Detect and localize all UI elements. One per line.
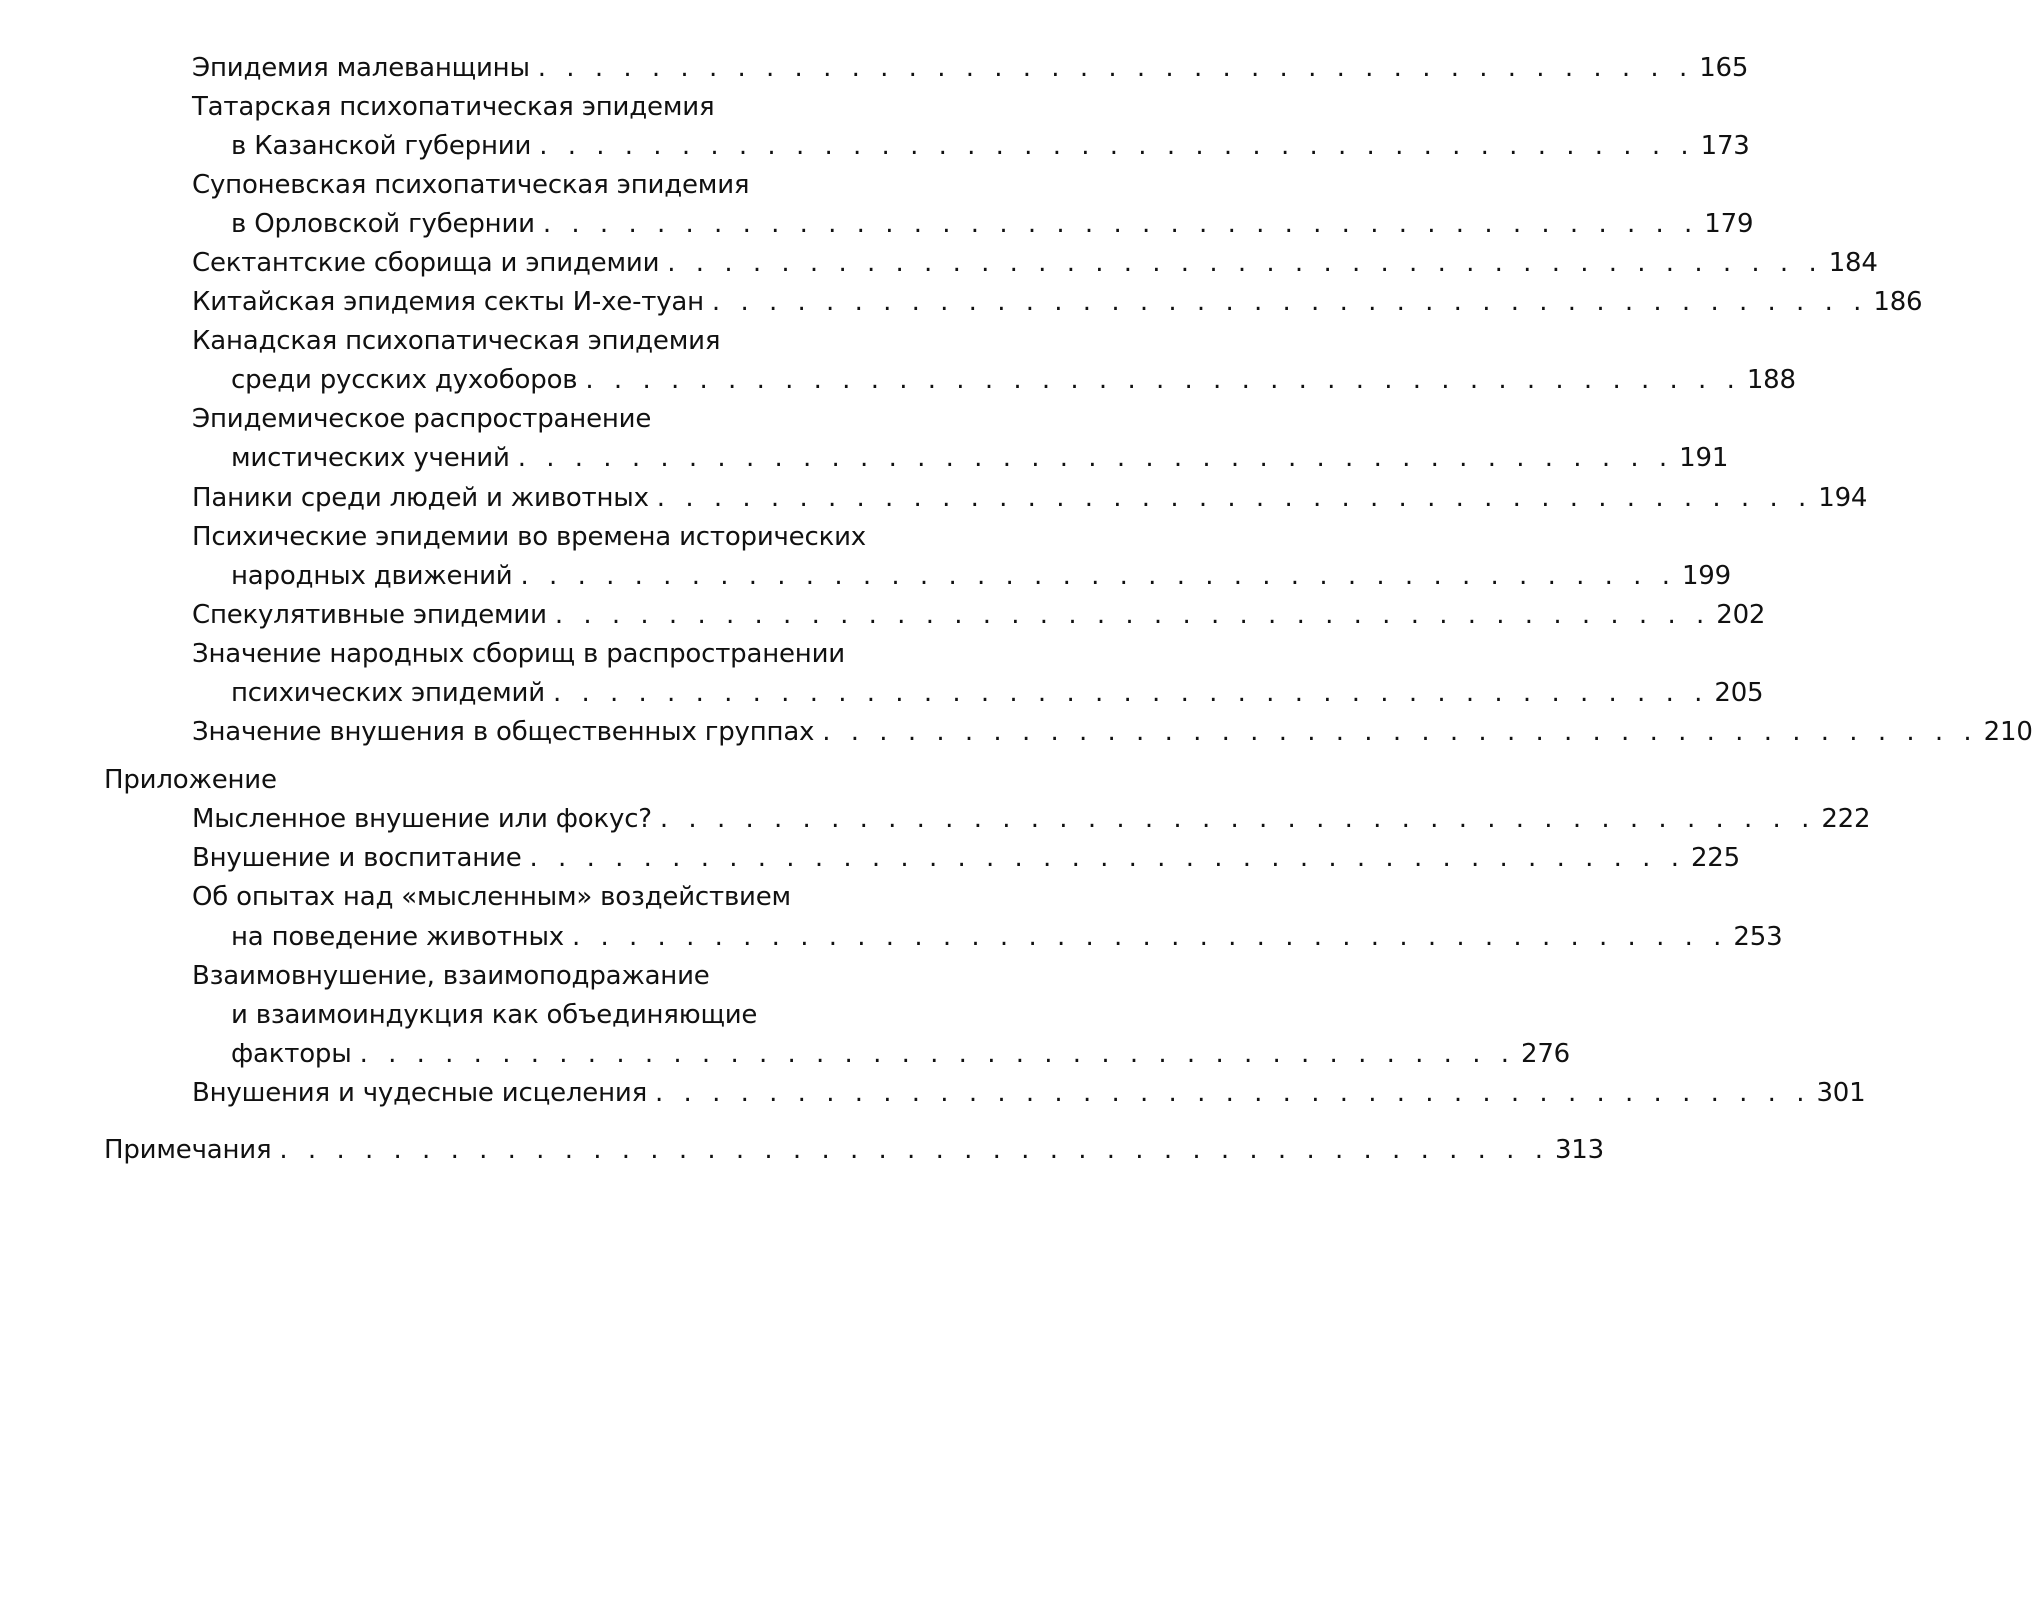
toc-entry-tatar-epidemic-line2 — [231, 127, 1750, 165]
toc-page-number: 184 — [1828, 248, 1878, 278]
toc-section-notes — [104, 1131, 1604, 1169]
toc-entry-tatar-epidemic-line1 — [192, 88, 958, 126]
toc-entry-canadian-epidemic-line1 — [192, 322, 958, 360]
toc-entry-title: Супоневская психопатическая эпидемия — [192, 170, 750, 200]
dot-leader: . . . . . . . . . . . . . . . . . . . . . . . . . . . . . . . . . . . . . . . . . — [517, 443, 1674, 473]
toc-entry-title: Психические эпидемии во времена исторических — [192, 522, 866, 552]
toc-entry-title: Значение народных сборищ в распространении — [192, 639, 846, 669]
dot-leader: . . . . . . . . . . . . . . . . . . . . . . . . . . . . . . . . . . . . . . . . . — [571, 922, 1728, 952]
dot-leader: . . . . . . . . . . . . . . . . . . . . . . . . . . . . . . . . . . . . . . . . . — [667, 248, 1823, 278]
toc-entry-suggestion-upbringing — [192, 839, 1740, 877]
dot-leader: . . . . . . . . . . . . . . . . . . . . . . . . . . . . . . . . . . . . . . . . . — [655, 1078, 1811, 1108]
toc-entry-speculative-epidemics — [192, 596, 1766, 634]
toc-entry-title: Об опытах над «мысленным» воздействием — [192, 882, 791, 912]
toc-entry-title: Значение внушения в общественных группах — [192, 717, 815, 747]
toc-entry-animal-experiments-line2 — [231, 918, 1783, 956]
toc-entry-historical-movements-line2 — [231, 557, 1731, 595]
toc-entry-title: мистических учений — [231, 443, 510, 473]
toc-entry-canadian-epidemic-line2 — [231, 361, 1796, 399]
toc-page-number: 253 — [1733, 922, 1783, 952]
toc-entry-miraculous-healings — [192, 1074, 1866, 1112]
dot-leader: . . . . . . . . . . . . . . . . . . . . . . . . . . . . . . . . . . . . . . . . . — [529, 843, 1685, 873]
toc-entry-title: Мысленное внушение или фокус? — [192, 804, 652, 834]
toc-entry-title: Внушение и воспитание — [192, 843, 522, 873]
toc-page-number: 199 — [1681, 561, 1731, 591]
toc-page-number: 313 — [1554, 1135, 1604, 1165]
toc-page-number: 173 — [1700, 131, 1750, 161]
toc-entry-panics — [192, 479, 1868, 517]
toc-entry-suponevo-epidemic-line2 — [231, 205, 1754, 243]
toc-entry-chinese-epidemic — [192, 283, 1923, 321]
toc-page-number: 222 — [1821, 804, 1871, 834]
dot-leader: . . . . . . . . . . . . . . . . . . . . . . . . . . . . . . . . . . . . . . . . . . . . . — [279, 1135, 1549, 1165]
toc-entry-title: в Орловской губернии — [231, 209, 535, 239]
toc-entry-title: факторы — [231, 1039, 352, 1069]
toc-entry-title: Китайская эпидемия секты И-хе-туан — [192, 287, 704, 317]
toc-entry-title: психических эпидемий — [231, 678, 545, 708]
dot-leader: . . . . . . . . . . . . . . . . . . . . . . . . . . . . . . . . . . . . . . . . . — [552, 678, 1709, 708]
dot-leader: . . . . . . . . . . . . . . . . . . . . . . . . . . . . . . . . . . . . . . . . . — [539, 131, 1695, 161]
toc-entry-title: Спекулятивные эпидемии — [192, 600, 547, 630]
dot-leader: . . . . . . . . . . . . . . . . . . . . . . . . . . . . . . . . . . . . . . . . . — [711, 287, 1868, 317]
toc-page-number: 165 — [1699, 53, 1749, 83]
dot-leader: . . . . . . . . . . . . . . . . . . . . . . . . . . . . . . . . . . . . . . . . . — [585, 365, 1741, 395]
toc-entry-mystic-teachings-line1 — [192, 400, 958, 438]
toc-section-title: Приложение — [104, 765, 277, 795]
toc-entry-mutual-suggestion-line3 — [231, 1035, 1571, 1073]
toc-entry-suponevo-epidemic-line1 — [192, 166, 958, 204]
toc-entry-title: Канадская психопатическая эпидемия — [192, 326, 721, 356]
toc-entry-suggestion-social-groups — [192, 713, 2033, 751]
toc-entry-title: на поведение животных — [231, 922, 564, 952]
toc-entry-title: Внушения и чудесные исцеления — [192, 1078, 648, 1108]
toc-entry-mutual-suggestion-line2 — [231, 996, 958, 1034]
dot-leader: . . . . . . . . . . . . . . . . . . . . . . . . . . . . . . . . . . . . . . . . . — [554, 600, 1711, 630]
toc-page-number: 301 — [1816, 1078, 1866, 1108]
toc-page-number: 276 — [1521, 1039, 1571, 1069]
toc-page-number: 194 — [1818, 483, 1868, 513]
toc-entry-title: в Казанской губернии — [231, 131, 532, 161]
toc-entry-title: Паники среди людей и животных — [192, 483, 649, 513]
toc-entry-popular-gatherings-line2 — [231, 674, 1764, 712]
toc-section-appendix — [104, 761, 958, 799]
toc-entry-title: Сектантские сборища и эпидемии — [192, 248, 660, 278]
toc-entry-sectarian-gatherings — [192, 244, 1878, 282]
dot-leader: . . . . . . . . . . . . . . . . . . . . . . . . . . . . . . . . . . . . . . . . . — [822, 717, 1978, 747]
toc-section-title: Примечания — [104, 1135, 272, 1165]
toc-page-number: 191 — [1679, 443, 1729, 473]
toc-entry-title: Взаимовнушение, взаимоподражание — [192, 961, 710, 991]
toc-page-number: 202 — [1716, 600, 1766, 630]
toc-entry-title: Эпидемическое распространение — [192, 404, 652, 434]
toc-entry-title: Эпидемия малеванщины — [192, 53, 530, 83]
toc-page-number: 225 — [1690, 843, 1740, 873]
dot-leader: . . . . . . . . . . . . . . . . . . . . . . . . . . . . . . . . . . . . . . . . . — [537, 53, 1694, 83]
toc-page-number: 210 — [1983, 717, 2033, 747]
toc-entry-historical-movements-line1 — [192, 518, 958, 556]
toc-entry-mystic-teachings-line2 — [231, 439, 1729, 477]
toc-page-number: 205 — [1714, 678, 1764, 708]
toc-entry-epidemic-malevanshchina — [192, 49, 1749, 87]
dot-leader: . . . . . . . . . . . . . . . . . . . . . . . . . . . . . . . . . . . . . . . . . — [659, 804, 1816, 834]
toc-page-number: 186 — [1873, 287, 1923, 317]
toc-entry-title: и взаимоиндукция как объединяющие — [231, 1000, 758, 1030]
toc-page-number: 188 — [1746, 365, 1796, 395]
toc-page-number: 179 — [1704, 209, 1754, 239]
dot-leader: . . . . . . . . . . . . . . . . . . . . . . . . . . . . . . . . . . . . . . . . . — [359, 1039, 1515, 1069]
toc-entry-mutual-suggestion-line1 — [192, 957, 958, 995]
toc-entry-title: среди русских духоборов — [231, 365, 578, 395]
toc-entry-mental-suggestion — [192, 800, 1871, 838]
dot-leader: . . . . . . . . . . . . . . . . . . . . . . . . . . . . . . . . . . . . . . . . . — [656, 483, 1813, 513]
toc-entry-title: Татарская психопатическая эпидемия — [192, 92, 715, 122]
toc-entry-popular-gatherings-line1 — [192, 635, 958, 673]
dot-leader: . . . . . . . . . . . . . . . . . . . . . . . . . . . . . . . . . . . . . . . . . — [542, 209, 1699, 239]
dot-leader: . . . . . . . . . . . . . . . . . . . . . . . . . . . . . . . . . . . . . . . . . — [520, 561, 1676, 591]
toc-entry-title: народных движений — [231, 561, 513, 591]
toc-entry-animal-experiments-line1 — [192, 878, 958, 916]
